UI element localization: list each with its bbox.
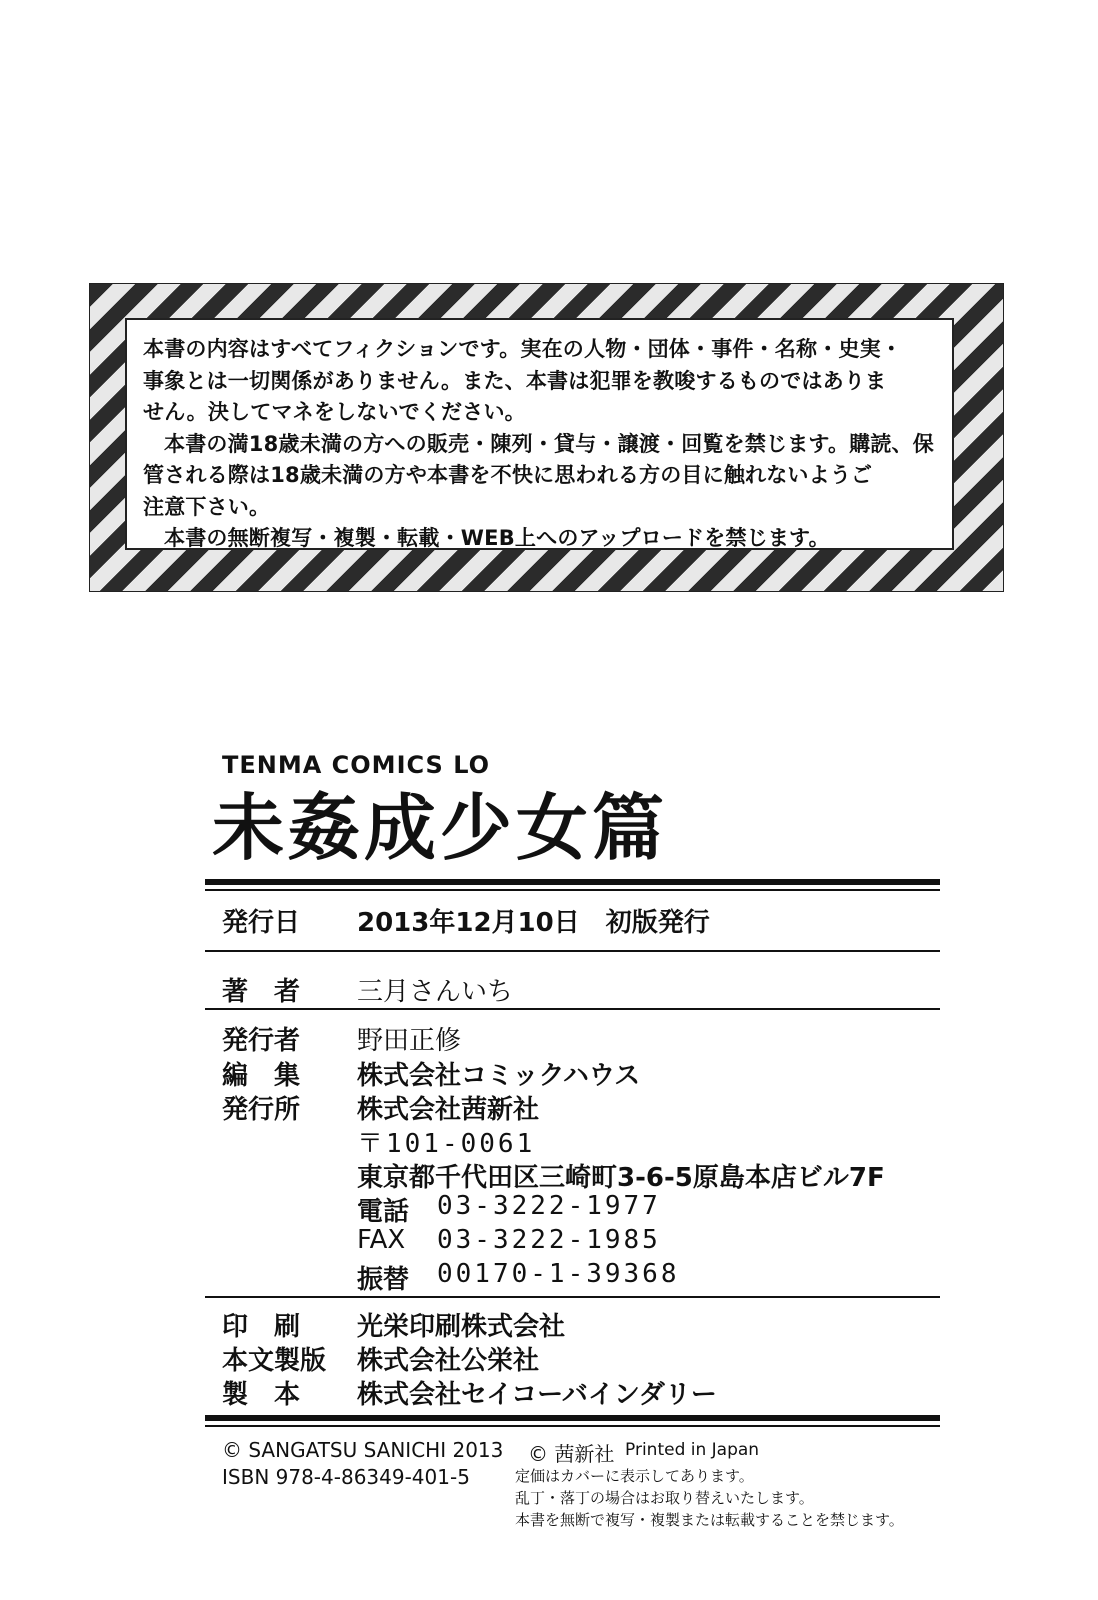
tel-value: 03-3222-1977: [437, 1191, 661, 1221]
copyright-author: © SANGATSU SANICHI 2013: [222, 1438, 504, 1462]
footer-notes: [515, 1465, 904, 1531]
isbn: ISBN 978-4-86349-401-5: [222, 1465, 470, 1489]
double-rule-bottom: [205, 1415, 940, 1421]
notice-line: せん。決してマネをしないでください。: [143, 400, 526, 424]
row-office: [222, 1089, 540, 1126]
postal-code: 〒101-0061: [357, 1129, 536, 1159]
notice-line: 管される際は18歳未満の方や本書を不快に思われる方の目に触れないようご: [143, 463, 873, 487]
office-value: 株式会社茜新社: [357, 1095, 540, 1125]
divider: [205, 1296, 940, 1298]
copyright-publisher: © 茜新社: [528, 1442, 615, 1466]
plate-label: 本文製版: [222, 1346, 327, 1376]
editor-value: 株式会社コミックハウス: [357, 1061, 641, 1091]
date-value: 2013年12月10日 初版発行: [357, 908, 710, 938]
print-value: 光栄印刷株式会社: [357, 1312, 566, 1342]
notice-line: 本書の内容はすべてフィクションです。実在の人物・団体・事件・名称・史実・: [143, 337, 902, 361]
row-binding: [222, 1374, 717, 1411]
double-rule-top-thin: [205, 889, 940, 891]
plate-value: 株式会社公栄社: [357, 1346, 540, 1376]
book-title: 未姦成少女篇: [212, 786, 669, 870]
row-editor: [222, 1055, 641, 1092]
binding-value: 株式会社セイコーバインダリー: [357, 1380, 717, 1410]
row-publisher: [222, 1020, 462, 1057]
notice-line: 本書の満18歳未満の方への販売・陳列・貸与・譲渡・回覧を禁じます。購読、保: [164, 431, 934, 456]
row-publication-date: [222, 902, 710, 939]
tel-label: 電話: [357, 1197, 410, 1227]
print-label: 印刷: [222, 1312, 327, 1342]
fax-value: 03-3222-1985: [437, 1225, 661, 1255]
warning-notice-text: [125, 318, 954, 550]
date-label: 発行日: [222, 908, 301, 938]
transfer-label: 振替: [357, 1265, 410, 1295]
binding-label: 製本: [222, 1380, 327, 1410]
printed-in: Printed in Japan: [625, 1440, 760, 1460]
row-author: [222, 971, 514, 1008]
notice-line: 事象とは一切関係がありません。また、本書は犯罪を教唆するものではありま: [143, 368, 887, 393]
author-value: 三月さんいち: [357, 977, 514, 1007]
warning-notice-box: [89, 283, 1004, 592]
series-name: TENMA COMICS LO: [222, 751, 491, 779]
double-rule-bottom-thin: [205, 1425, 940, 1427]
footer-note: 定価はカバーに表示してあります。: [515, 1467, 754, 1485]
publisher-label: 発行者: [222, 1026, 301, 1056]
address: 東京都千代田区三崎町3-6-5原島本店ビル7F: [357, 1163, 885, 1193]
footer-note: 本書を無断で複写・複製または転載することを禁じます。: [515, 1511, 904, 1529]
divider: [205, 1008, 940, 1010]
author-label: 著者: [222, 977, 327, 1007]
office-label: 発行所: [222, 1095, 301, 1125]
fax-label: FAX: [357, 1225, 406, 1255]
double-rule-top: [205, 879, 940, 885]
publisher-value: 野田正修: [357, 1026, 462, 1056]
row-plate: [222, 1340, 540, 1377]
notice-line: 本書の無断複写・複製・転載・WEB上へのアップロードを禁じます。: [164, 526, 830, 550]
editor-label: 編集: [222, 1061, 327, 1091]
row-printing: [222, 1306, 566, 1343]
notice-line: 注意下さい。: [143, 494, 271, 519]
transfer-value: 00170-1-39368: [437, 1259, 680, 1289]
divider: [205, 950, 940, 952]
footer-note: 乱丁・落丁の場合はお取り替えいたします。: [515, 1489, 814, 1507]
